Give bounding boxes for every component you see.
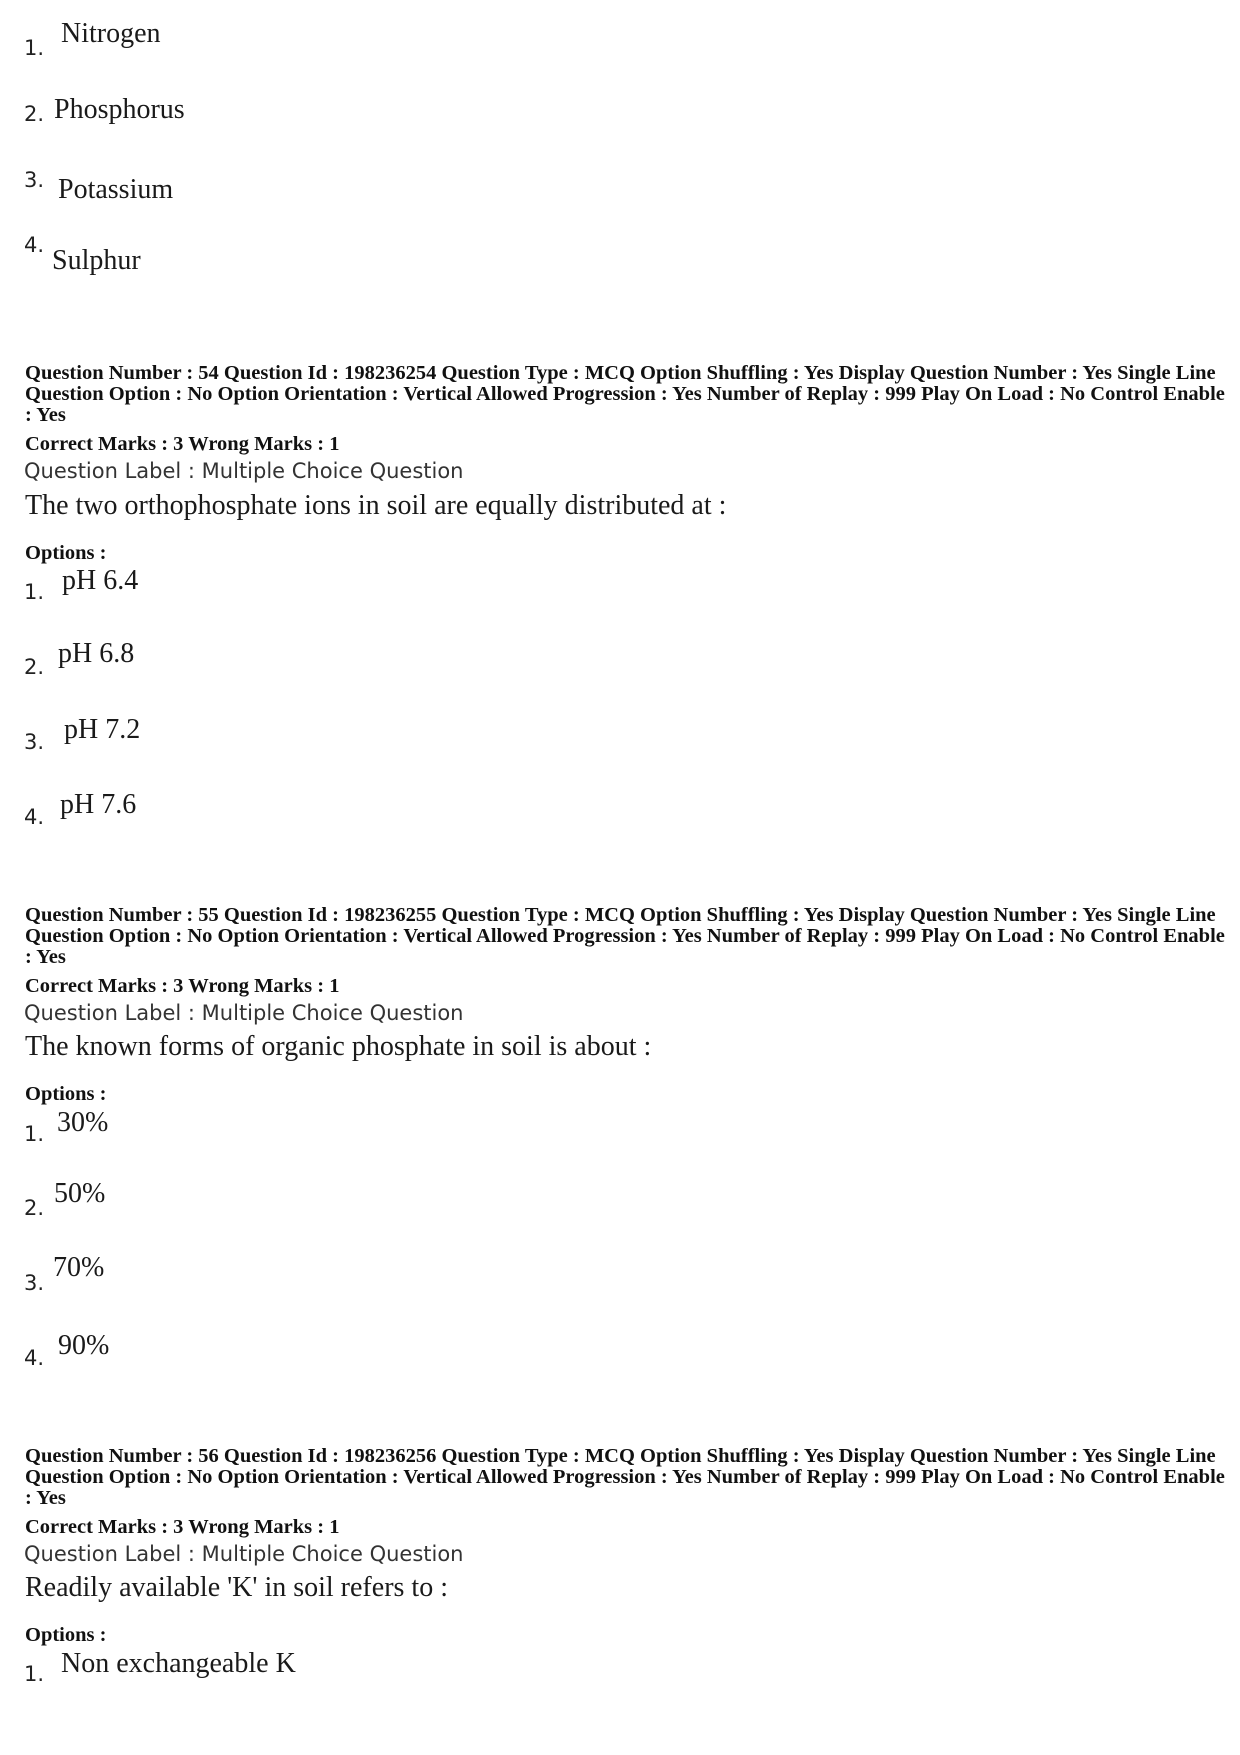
options-label: Options : — [25, 1083, 107, 1105]
question-marks: Correct Marks : 3 Wrong Marks : 1 — [25, 975, 340, 997]
option-number: 3. — [24, 168, 45, 192]
option-number: 4. — [24, 805, 45, 829]
option-text: 30% — [57, 1107, 109, 1138]
option-number: 1. — [24, 580, 45, 604]
option-number: 4. — [24, 1346, 45, 1370]
question-marks: Correct Marks : 3 Wrong Marks : 1 — [25, 433, 340, 455]
option-text: 90% — [58, 1330, 110, 1361]
option-number: 4. — [24, 233, 45, 257]
question-marks: Correct Marks : 3 Wrong Marks : 1 — [25, 1516, 340, 1538]
question-label: Question Label : Multiple Choice Question — [24, 459, 464, 483]
option-number: 3. — [24, 1271, 45, 1295]
question-text: The known forms of organic phosphate in soil is about : — [25, 1031, 652, 1062]
option-number: 2. — [24, 1196, 45, 1220]
option-text: Potassium — [58, 174, 174, 205]
option-number: 1. — [24, 1662, 45, 1686]
option-text: pH 6.4 — [62, 565, 139, 596]
option-number: 1. — [24, 36, 45, 60]
question-text: The two orthophosphate ions in soil are equally distributed at : — [25, 490, 727, 521]
options-label: Options : — [25, 1624, 107, 1646]
question-text: Readily available 'K' in soil refers to : — [25, 1572, 448, 1603]
option-text: Non exchangeable K — [61, 1648, 296, 1679]
option-number: 3. — [24, 730, 45, 754]
option-number: 1. — [24, 1122, 45, 1146]
option-text: Phosphorus — [54, 94, 185, 125]
question-meta: Question Number : 55 Question Id : 198236255 Question Type : MCQ Option Shuffling : Yes Display Question Number : Yes Single Line Question Option : No Option Orientation : Vertical Allowed Progression : Yes Number of Replay : 999 Play On Load : No Control Enable : Yes — [25, 904, 1225, 968]
option-text: pH 6.8 — [58, 638, 135, 669]
option-text: 50% — [54, 1178, 106, 1209]
option-text: pH 7.6 — [60, 789, 137, 820]
option-text: 70% — [53, 1252, 105, 1283]
option-text: Sulphur — [52, 245, 141, 276]
options-label: Options : — [25, 542, 107, 564]
option-number: 2. — [24, 102, 45, 126]
question-label: Question Label : Multiple Choice Question — [24, 1542, 464, 1566]
option-text: Nitrogen — [61, 18, 161, 49]
option-text: pH 7.2 — [64, 714, 141, 745]
question-label: Question Label : Multiple Choice Question — [24, 1001, 464, 1025]
question-meta: Question Number : 56 Question Id : 198236256 Question Type : MCQ Option Shuffling : Yes Display Question Number : Yes Single Line Question Option : No Option Orientation : Vertical Allowed Progression : Yes Number of Replay : 999 Play On Load : No Control Enable : Yes — [25, 1445, 1225, 1509]
option-number: 2. — [24, 655, 45, 679]
question-meta: Question Number : 54 Question Id : 198236254 Question Type : MCQ Option Shuffling : Yes Display Question Number : Yes Single Line Question Option : No Option Orientation : Vertical Allowed Progression : Yes Number of Replay : 999 Play On Load : No Control Enable : Yes — [25, 362, 1225, 426]
